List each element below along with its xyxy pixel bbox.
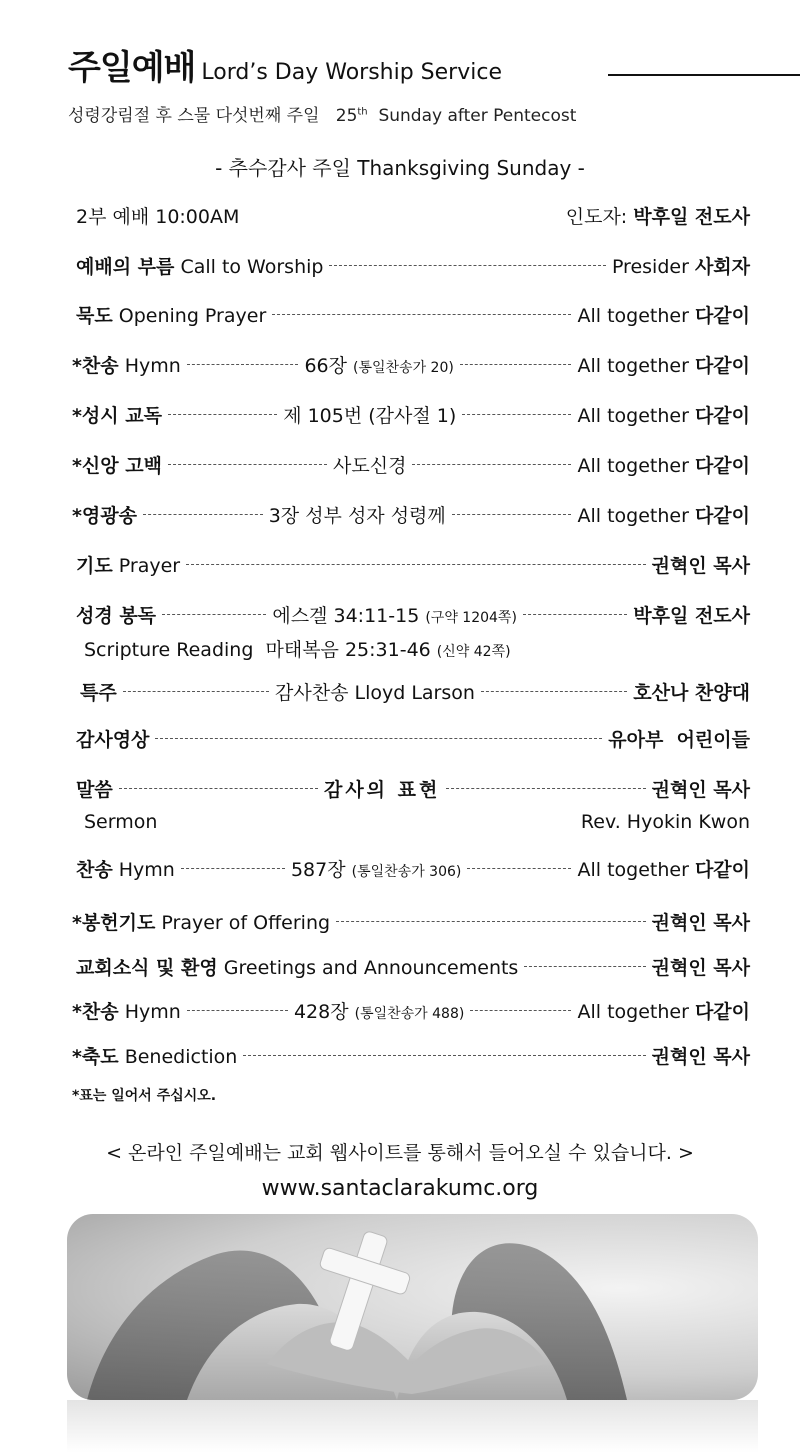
dashed-leader bbox=[467, 868, 571, 869]
scripture-second-line: Scripture Reading 마태복음 25:31-46 (신약 42쪽) bbox=[84, 639, 511, 661]
service-time-row bbox=[76, 202, 750, 229]
image-reflection bbox=[67, 1400, 758, 1453]
theme-heading: - 추수감사 주일 Thanksgiving Sunday - bbox=[215, 156, 585, 180]
subtitle bbox=[68, 101, 576, 126]
hands-holding-cross-image bbox=[67, 1214, 758, 1400]
dashed-leader bbox=[143, 514, 263, 515]
order-row-hymn-66: *찬송 Hymn 66장 (통일찬송가 20) All together 다같이 bbox=[72, 355, 750, 377]
order-row-gloria: *영광송 3장 성부 성자 성령께 All together 다같이 bbox=[72, 505, 751, 527]
sermon-preacher: Rev. Hyokin Kwon bbox=[580, 811, 750, 833]
dashed-leader bbox=[243, 1055, 645, 1056]
dashed-leader bbox=[452, 514, 572, 515]
dashed-leader bbox=[470, 1010, 571, 1011]
dashed-leader bbox=[446, 788, 645, 789]
sermon-english-label: Sermon bbox=[84, 811, 158, 833]
subtitle-english: Sunday after Pentecost bbox=[378, 106, 577, 126]
header bbox=[68, 40, 758, 89]
dashed-leader bbox=[186, 564, 646, 565]
order-row-announcements: 교회소식 및 환영 Greetings and Announcements 권혁인 목사 bbox=[76, 957, 750, 979]
order-row-scripture: 성경 봉독 에스겔 34:11-15 (구약 1204쪽) 박후일 전도사 bbox=[76, 605, 751, 627]
dashed-leader bbox=[460, 364, 572, 365]
dashed-leader bbox=[524, 966, 645, 967]
order-row-prayer: 기도 Prayer 권혁인 목사 bbox=[76, 555, 750, 577]
dashed-leader bbox=[181, 868, 285, 869]
dashed-leader bbox=[336, 921, 646, 922]
title-english: Lord’s Day Worship Service bbox=[201, 60, 502, 85]
dashed-leader bbox=[462, 414, 571, 415]
order-row-hymn-587: 찬송 Hymn 587장 (통일찬송가 306) All together 다같이 bbox=[76, 859, 750, 881]
hands-cross-illustration bbox=[67, 1214, 758, 1400]
online-worship-notice: < 온라인 주일예배는 교회 웹사이트를 통해서 들어오실 수 있습니다. > bbox=[106, 1142, 694, 1164]
dashed-leader bbox=[412, 464, 571, 465]
dashed-leader bbox=[162, 614, 266, 615]
order-row-hymn-428: *찬송 Hymn 428장 (통일찬송가 488) All together 다같이 bbox=[72, 1001, 750, 1023]
sermon-title: 감사의 표현 bbox=[323, 779, 441, 801]
subtitle-korean: 성령강림절 후 스물 다섯번째 주일 bbox=[68, 106, 320, 126]
standing-note: *표는 일어서 주십시오. bbox=[72, 1088, 217, 1104]
order-row-benediction: *축도 Benediction 권혁인 목사 bbox=[72, 1046, 750, 1068]
dashed-leader bbox=[272, 314, 571, 315]
order-row-call-to-worship: 예배의 부름 Call to Worship Presider 사회자 bbox=[76, 256, 750, 278]
dashed-leader bbox=[168, 414, 277, 415]
dashed-leader bbox=[329, 265, 605, 266]
leader: 인도자: 박후일 전도사 bbox=[565, 206, 750, 228]
subtitle-ordinal: th bbox=[357, 106, 368, 118]
order-row-creed: *신앙 고백 사도신경 All together 다같이 bbox=[72, 455, 751, 477]
dashed-leader bbox=[187, 364, 299, 365]
title-rule bbox=[608, 74, 800, 76]
dashed-leader bbox=[168, 464, 327, 465]
dashed-leader bbox=[523, 614, 627, 615]
order-row-sermon: 말씀 감사의 표현 권혁인 목사 bbox=[76, 779, 750, 801]
dashed-leader bbox=[155, 738, 602, 739]
order-row-responsive-reading: *성시 교독 제 105번 (감사절 1) All together 다같이 bbox=[72, 405, 751, 427]
church-website-link[interactable]: www.santaclarakumc.org bbox=[261, 1176, 539, 1201]
dashed-leader bbox=[481, 691, 627, 692]
order-row-opening-prayer: 묵도 Opening Prayer All together 다같이 bbox=[76, 305, 750, 327]
dashed-leader bbox=[187, 1010, 288, 1011]
title-korean: 주일예배 bbox=[68, 48, 196, 88]
order-row-thanksgiving-video: 감사영상 유아부 어린이들 bbox=[76, 729, 750, 751]
dashed-leader bbox=[119, 788, 318, 789]
dashed-leader bbox=[123, 691, 269, 692]
service-time: 2부 예배 10:00AM bbox=[76, 206, 240, 228]
subtitle-number: 25 bbox=[335, 106, 358, 126]
order-row-special-music: 특주 감사찬송 Lloyd Larson 호산나 찬양대 bbox=[80, 682, 750, 704]
order-row-offering-prayer: *봉헌기도 Prayer of Offering 권혁인 목사 bbox=[72, 912, 750, 934]
